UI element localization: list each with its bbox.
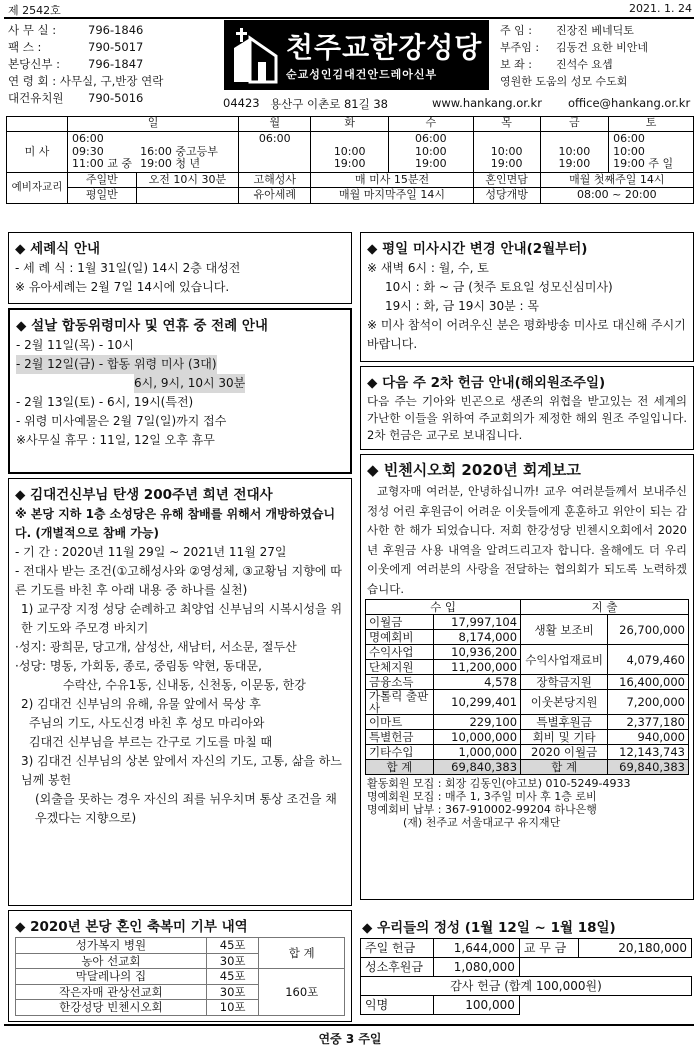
table-row: 한강성당 빈첸시오회 10포 (16, 1000, 345, 1016)
expense-header: 지 출 (521, 600, 689, 615)
jubilee-item: 주님의 기도, 사도신경 바친 후 성모 마리아와 (29, 716, 265, 730)
weekday-class: 평일반 (68, 188, 137, 204)
issue-header (4, 2, 692, 16)
address-bar (8, 96, 692, 112)
table-row: 금융소득 4,578 장학금지원 16,400,000 (366, 675, 689, 690)
church-open-label: 성당개방 (473, 188, 540, 204)
table-row: 농아 선교회 30포 (16, 953, 345, 969)
jubilee-item: 수락산, 수유1동, 신내동, 신천동, 이문동, 한강 (63, 678, 306, 692)
contact-list (8, 22, 218, 107)
street-address: 용산구 이촌로 81길 38 (270, 97, 388, 111)
clergy-pastor: 주 임 : 진장진 베네딕토 (500, 24, 634, 37)
email-link[interactable]: office@hankang.or.kr (568, 96, 691, 110)
parish-logo (224, 20, 489, 90)
clergy-assistant: 부주임 : 김동건 요한 비안네 (500, 41, 649, 54)
newyear-line: - 2월 11일(목) - 10시 (16, 338, 134, 352)
newyear-line: - 2월 13일(토) - 6시, 19시(특전) (16, 395, 194, 409)
weekday-line: 10시 : 화 ~ 금 (첫주 토요일 성모신심미사) (385, 280, 613, 294)
jubilee-item: ·성지: 광희문, 당고개, 삼성산, 새남터, 서소문, 절두산 (15, 640, 297, 654)
wedding-donation (8, 910, 352, 1022)
other-row-2 (7, 188, 694, 204)
offering-table (360, 938, 692, 1015)
table-row: 단체지원 11,200,000 (366, 660, 689, 675)
offering-report (360, 912, 692, 1016)
jubilee-item: (외출을 못하는 경우 자신의 죄를 뉘우치며 통상 조건을 채우겠다는 지향으로) (35, 792, 337, 825)
finance-header-row (366, 600, 689, 615)
baptism-notice (8, 232, 352, 304)
second-collection-body: 다음 주는 기아와 빈곤으로 생존의 위협을 받고있는 전 세계의 가난한 이들을 위하여 주교회의가 제정한 해외 원조 주일입니다. 2차 헌금은 교구로 보내집니다. (367, 394, 687, 442)
table-row: 주일 헌금 1,644,000 교 무 금 20,180,000 (361, 939, 692, 958)
sunday-class: 주일반 (68, 172, 137, 188)
newyear-line: ※사무실 휴무 : 11일, 12일 오후 휴무 (16, 433, 215, 447)
day-fri: 금 (540, 117, 609, 132)
jubilee-conditions: - 전대사 받는 조건(①고해성사와 ②영성체, ③교황님 지향에 따른 기도를 바친 후 아래 내용 중 하나를 실천) (15, 564, 342, 597)
jubilee-item: 2) 김대건 신부님의 유해, 유물 앞에서 묵상 후 (21, 697, 261, 711)
schedule-header-row (7, 117, 694, 132)
table-row: 가톨릭 출판사 10,299,401 이웃본당지원 7,200,000 (366, 690, 689, 715)
issue-number: 제 2542호 (8, 4, 61, 17)
vincent-title: ◆ 빈첸시오회 2020년 회계보고 (367, 461, 581, 479)
jubilee-notice-text: ※ 본당 지하 1층 소성당은 유해 참배를 위해서 개방하였습니다. (개별적으로 참배 가능) (15, 507, 336, 540)
wedding-title: ◆ 2020년 본당 혼인 축복미 기부 내역 (15, 919, 248, 935)
confession-label: 고해성사 (239, 172, 311, 188)
day-thu: 목 (473, 117, 540, 132)
day-mon: 월 (239, 117, 311, 132)
table-row: 익명 100,000 (361, 996, 692, 1015)
infant-baptism-time: 매월 마지막주일 14시 (311, 188, 473, 204)
table-row: 수익사업 10,936,200 수익사업재료비 4,079,460 (366, 645, 689, 660)
sat-times: 06:00 10:00 19:00 주 일 (609, 132, 694, 173)
jubilee-item: ·성당: 명동, 가회동, 종로, 중림동 약현, 동대문, (15, 659, 262, 673)
wedding-total: 160포 (259, 969, 345, 1016)
jubilee-item: 1) 교구장 지정 성당 순례하고 최양업 신부님의 시복시성을 위한 기도와 주모경 바치기 (21, 602, 343, 635)
issue-date: 2021. 1. 24 (629, 2, 692, 15)
weekday-line: 19시 : 화, 금 19시 30분 : 목 (385, 299, 539, 313)
footer-divider (4, 1024, 694, 1026)
second-collection-title: ◆ 다음 주 2차 헌금 안내(해외원조주일) (367, 375, 606, 391)
vincent-report (360, 454, 694, 900)
table-row: 성소후원금 1,080,000 (361, 958, 692, 977)
expense-total: 69,840,383 (608, 760, 689, 775)
fri-times: 10:00 19:00 (540, 132, 609, 173)
parish-name: 천주교한강성당 (286, 31, 483, 64)
sun-times-left: 06:00 09:30 11:00 교 중 (68, 132, 137, 173)
baptism-title: ◆ 세례식 안내 (15, 241, 100, 257)
mass-times-row (7, 132, 694, 173)
table-row: 이마트 229,100 특별후원금 2,377,180 (366, 715, 689, 730)
table-row: 막달레나의 집 45포 160포 (16, 969, 345, 985)
infant-baptism-label: 유아세례 (239, 188, 311, 204)
day-tue: 화 (311, 117, 389, 132)
jubilee-period: - 기 간 : 2020년 11월 29일 ~ 2021년 11월 27일 (15, 545, 287, 559)
table-row: 감사 헌금 (합계 100,000원) (361, 977, 692, 996)
sun-times-right: 16:00 중고등부 19:00 청 년 (136, 132, 239, 173)
mass-label: 미 사 (7, 132, 68, 173)
clergy-helper: 보 좌 : 진석수 요셉 (500, 58, 613, 71)
mass-schedule-table (6, 116, 694, 204)
finance-table (365, 599, 689, 775)
church-icon (230, 26, 282, 84)
confession-time: 매 미사 15분전 (311, 172, 473, 188)
newyear-line: - 위령 미사예물은 2월 7일(일)까지 접수 (16, 414, 227, 428)
newyear-notice (8, 308, 352, 474)
contact-kindergarten: 대건유치원 790-5016 (8, 91, 144, 105)
table-row: 특별헌금 10,000,000 회비 및 기타 940,000 (366, 730, 689, 745)
day-sun: 일 (68, 117, 239, 132)
weekday-line: ※ 새벽 6시 : 월, 수, 토 (367, 261, 489, 275)
newyear-line: 6시, 9시, 10시 30분 (134, 374, 245, 393)
income-total: 69,840,383 (433, 760, 520, 775)
header-divider (4, 17, 694, 19)
vincent-body: 교형자매 여러분, 안녕하십니까! 교우 여러분들께서 보내주신 정성 어린 후원금이 어려운 이웃들에게 훈훈하고 위안이 되는 감사한 한 해가 되었습니다. 저희 한강성당 빈첸시오회에서 2020년 후원금 사용 내역을 알려드리고자 합니다. 올해에도 더 우리 이웃에게 여러분의 사랑을 전달하는 협의회가 되도록 노력하겠습니다. (367, 484, 687, 596)
wedding-total-label: 합 계 (259, 938, 345, 969)
day-sat: 토 (609, 117, 694, 132)
website-link[interactable]: www.hankang.or.kr (432, 96, 542, 110)
table-row: 명예회비 8,174,000 (366, 630, 689, 645)
jubilee-item: 김대건 신부님을 부르는 간구로 기도를 마칠 때 (29, 735, 273, 749)
jubilee-notice (8, 478, 352, 906)
finance-total-row: 합 계 69,840,383 합 계 69,840,383 (366, 760, 689, 775)
contact-funeral: 연 령 회 : 사무실, 구,반장 연락 (8, 74, 164, 88)
contact-office: 사 무 실 : 796-1846 (8, 23, 144, 37)
day-wed: 수 (388, 117, 473, 132)
table-row: 성가복지 병원 45포 합 계 (16, 938, 345, 954)
tue-times: 10:00 19:00 (311, 132, 389, 173)
vincent-notes: 활동회원 모집 : 회장 김동인(야고보) 010-5249-4933 명예회원 모집 : 매주 1, 3주일 미사 후 1층 로비 명예회비 납부 : 367-910002-99204 하나은행 (재) 천주교 서울대교구 유지재단 (367, 777, 631, 829)
table-row: 기타수입 1,000,000 2020 이월금 12,143,743 (366, 745, 689, 760)
weekday-title: ◆ 평일 미사시간 변경 안내(2월부터) (367, 241, 588, 257)
other-row-1 (7, 172, 694, 188)
second-collection-notice (360, 366, 694, 450)
baptism-date: - 세 례 식 : 1월 31일(일) 14시 2층 대성전 (15, 261, 241, 275)
wedding-table (15, 937, 345, 1016)
weekday-line: ※ 미사 참석이 어려우신 분은 평화방송 미사로 대신해 주시기 바랍니다. (367, 318, 686, 351)
wed-times: 06:00 10:00 19:00 (388, 132, 473, 173)
mon-times: 06:00 (239, 132, 311, 173)
table-row: 이월금 17,997,104 생활 보조비 26,700,000 (366, 615, 689, 630)
newyear-title: ◆ 설날 합동위령미사 및 연휴 중 전례 안내 (16, 318, 268, 334)
postcode: 04423 (223, 96, 260, 110)
marriage-time: 매월 첫째주일 14시 (540, 172, 693, 188)
liturgical-week: 연중 3 주일 (318, 1032, 382, 1046)
jubilee-item: 3) 김대건 신부님의 상본 앞에서 자신의 기도, 고통, 삶을 하느님께 봉헌 (21, 754, 342, 787)
income-header: 수 입 (366, 600, 521, 615)
marriage-label: 혼인면담 (473, 172, 540, 188)
parish-patron: 순교성인김대건안드레아신부 (286, 68, 438, 81)
infant-baptism-note: ※ 유아세례는 2월 7일 14시에 있습니다. (15, 280, 230, 294)
sunday-class-time: 오전 10시 30분 (136, 172, 239, 188)
religious-order: 영원한 도움의 성모 수도회 (500, 75, 628, 88)
newyear-line: - 2월 12일(금) - 합동 위령 미사 (3대) (16, 355, 217, 374)
church-open-time: 08:00 ~ 20:00 (540, 188, 693, 204)
weekday-mass-notice (360, 232, 694, 362)
contact-fax: 팩 스 : 790-5017 (8, 40, 144, 54)
clergy-list (500, 22, 696, 90)
contact-priest: 본당신부 : 796-1847 (8, 57, 144, 71)
offering-title: ◆ 우리들의 정성 (1월 12일 ~ 1월 18일) (362, 920, 616, 936)
catechism-label: 예비자교리 (7, 172, 68, 203)
table-row: 작은자매 관상선교회 30포 (16, 984, 345, 1000)
thu-times: 10:00 19:00 (473, 132, 540, 173)
jubilee-title: ◆ 김대건신부님 탄생 200주년 희년 전대사 (15, 487, 273, 503)
